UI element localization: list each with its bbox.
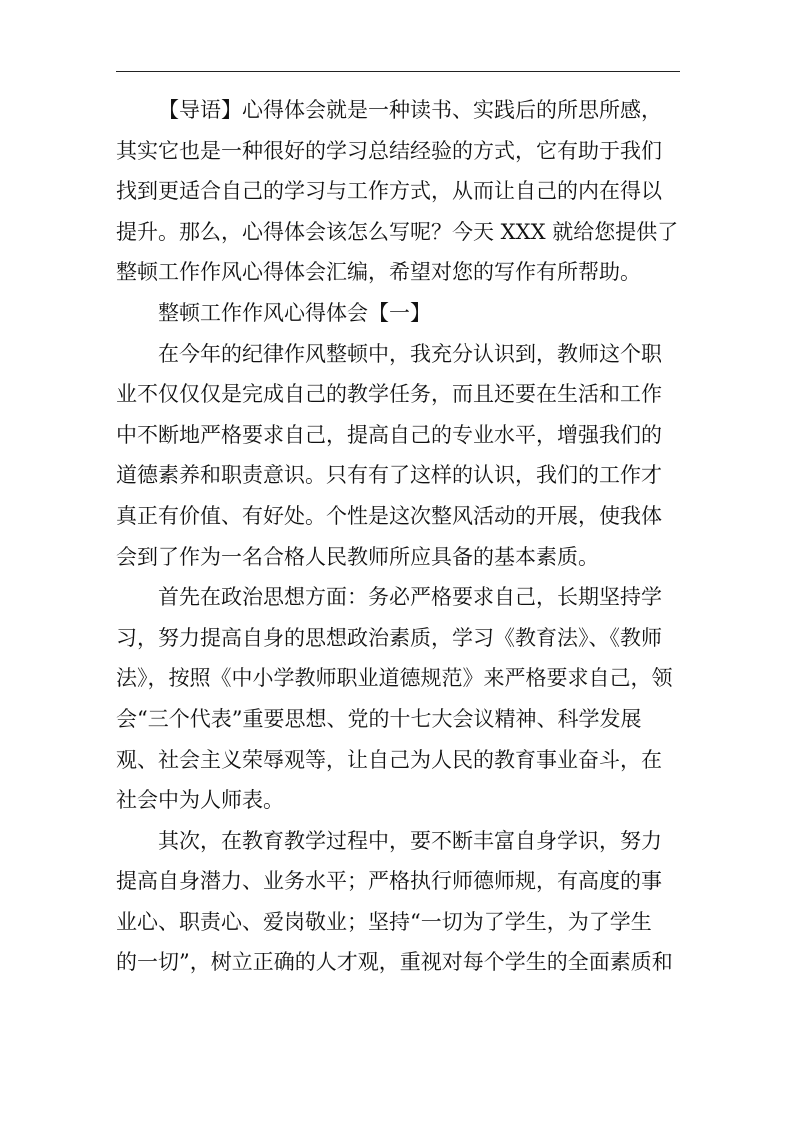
text-line: 观、社会主义荣辱观等，让自己为人民的教育事业奋斗，在 bbox=[116, 747, 662, 772]
text-line: 社会中为人师表。 bbox=[116, 788, 284, 813]
text-line: 整顿工作作风心得体会汇编，希望对您的写作有所帮助。 bbox=[116, 260, 641, 285]
text-line: 其次，在教育教学过程中，要不断丰富自身学识，努力 bbox=[158, 828, 662, 853]
section-heading: 整顿工作作风心得体会【一】 bbox=[158, 300, 431, 325]
text-line: 的一切”，树立正确的人才观，重视对每个学生的全面素质和 bbox=[116, 950, 673, 975]
text-line: 【导语】心得体会就是一种读书、实践后的所思所感， bbox=[158, 98, 662, 122]
text-line: 会“三个代表”重要思想、党的十七大会议精神、科学发展 bbox=[116, 706, 642, 731]
document-body bbox=[116, 90, 680, 983]
text-line: 习，努力提高自身的思想政治素质，学习《教育法》、《教师 bbox=[116, 625, 662, 650]
text-line: 在今年的纪律作风整顿中，我充分认识到，教师这个职 bbox=[158, 341, 662, 366]
text-line: 法》，按照《中小学教师职业道德规范》来严格要求自己，领 bbox=[116, 666, 673, 691]
header-rule bbox=[116, 71, 680, 72]
text-line: 提升。那么，心得体会该怎么写呢？今天 XXX 就给您提供了 bbox=[116, 219, 679, 244]
text-line: 业心、职责心、爱岗敬业；坚持“一切为了学生，为了学生 bbox=[116, 909, 652, 934]
text-line: 提高自身潜力、业务水平；严格执行师德师规，有高度的事 bbox=[116, 869, 662, 894]
text-line: 找到更适合自己的学习与工作方式，从而让自己的内在得以 bbox=[116, 179, 662, 204]
text-line: 业不仅仅仅是完成自己的教学任务，而且还要在生活和工作 bbox=[116, 382, 662, 407]
text-line: 道德素养和职责意识。只有有了这样的认识，我们的工作才 bbox=[116, 463, 662, 488]
text-line: 中不断地严格要求自己，提高自己的专业水平，增强我们的 bbox=[116, 422, 662, 447]
text-line: 真正有价值、有好处。个性是这次整风活动的开展，使我体 bbox=[116, 503, 662, 528]
text-line: 首先在政治思想方面：务必严格要求自己，长期坚持学 bbox=[158, 585, 662, 610]
text-line: 会到了作为一名合格人民教师所应具备的基本素质。 bbox=[116, 544, 599, 569]
text-line: 其实它也是一种很好的学习总结经验的方式，它有助于我们 bbox=[116, 138, 662, 163]
